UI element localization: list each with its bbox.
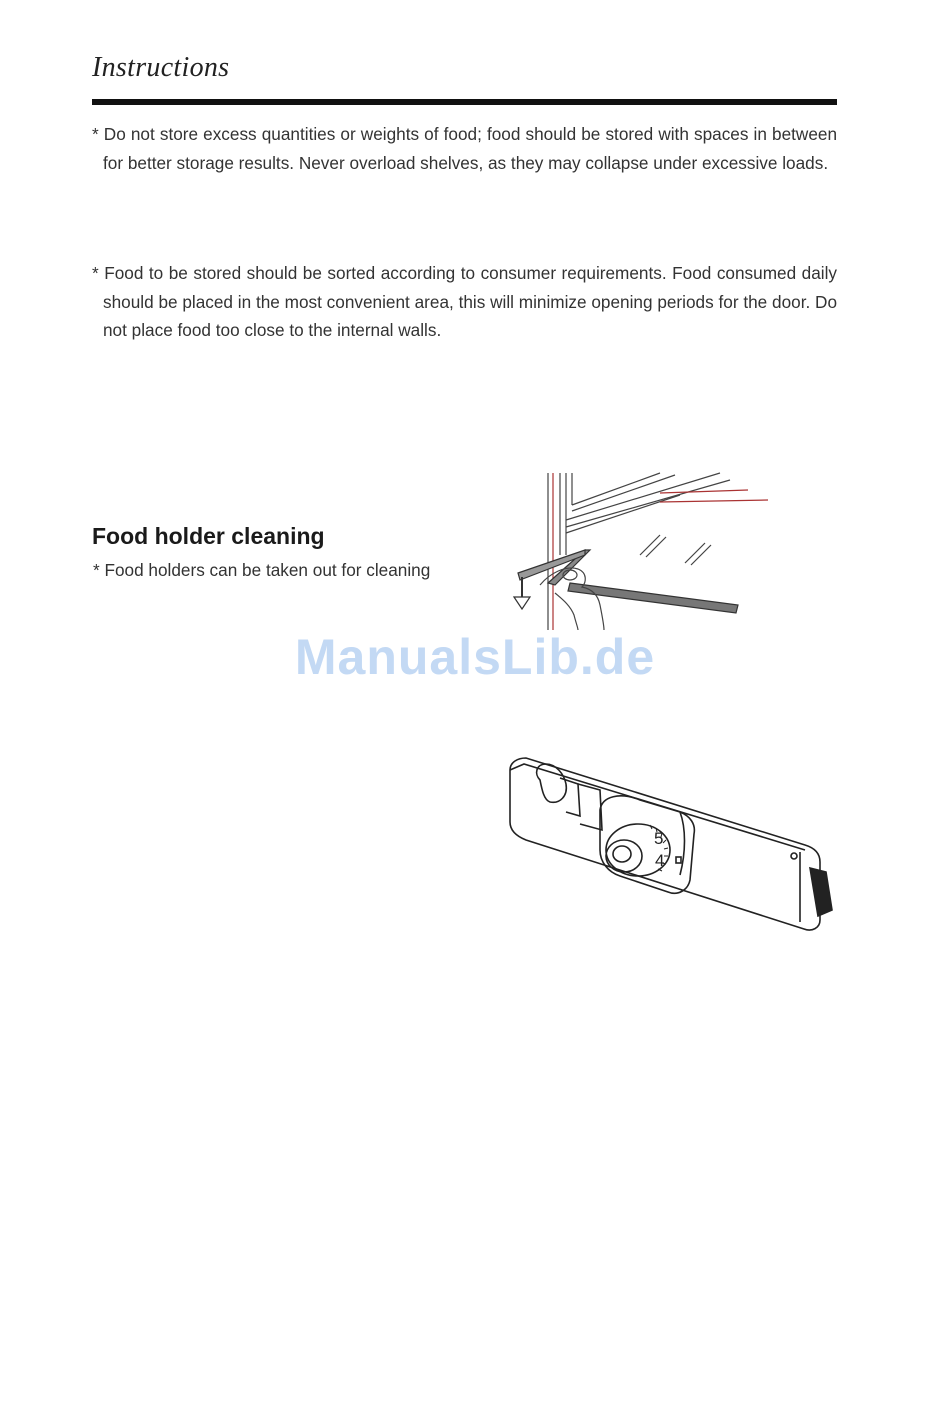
dial-number-5: 5 bbox=[654, 829, 664, 848]
page-title: Instructions bbox=[92, 52, 230, 83]
dial-number-4: 4 bbox=[655, 851, 665, 870]
thermostat-dial-illustration bbox=[500, 750, 840, 940]
section-heading: Food holder cleaning bbox=[92, 523, 325, 549]
watermark: ManualsLib.de bbox=[294, 629, 656, 685]
instruction-paragraph: * Food to be stored should be sorted according to consumer requirements. Food consumed daily should be placed in the most convenient area, this will minimize opening periods for the door. Do not place food too close to the internal walls. bbox=[92, 263, 837, 340]
instruction-paragraph: * Do not store excess quantities or weights of food; food should be stored with spaces in between for better storage results. Never overload shelves, as they may collapse under excessive loads. bbox=[92, 124, 837, 173]
header-rule bbox=[92, 99, 837, 105]
section-text: * Food holders can be taken out for cleaning bbox=[93, 560, 431, 580]
food-holder-removal-illustration bbox=[500, 465, 780, 635]
